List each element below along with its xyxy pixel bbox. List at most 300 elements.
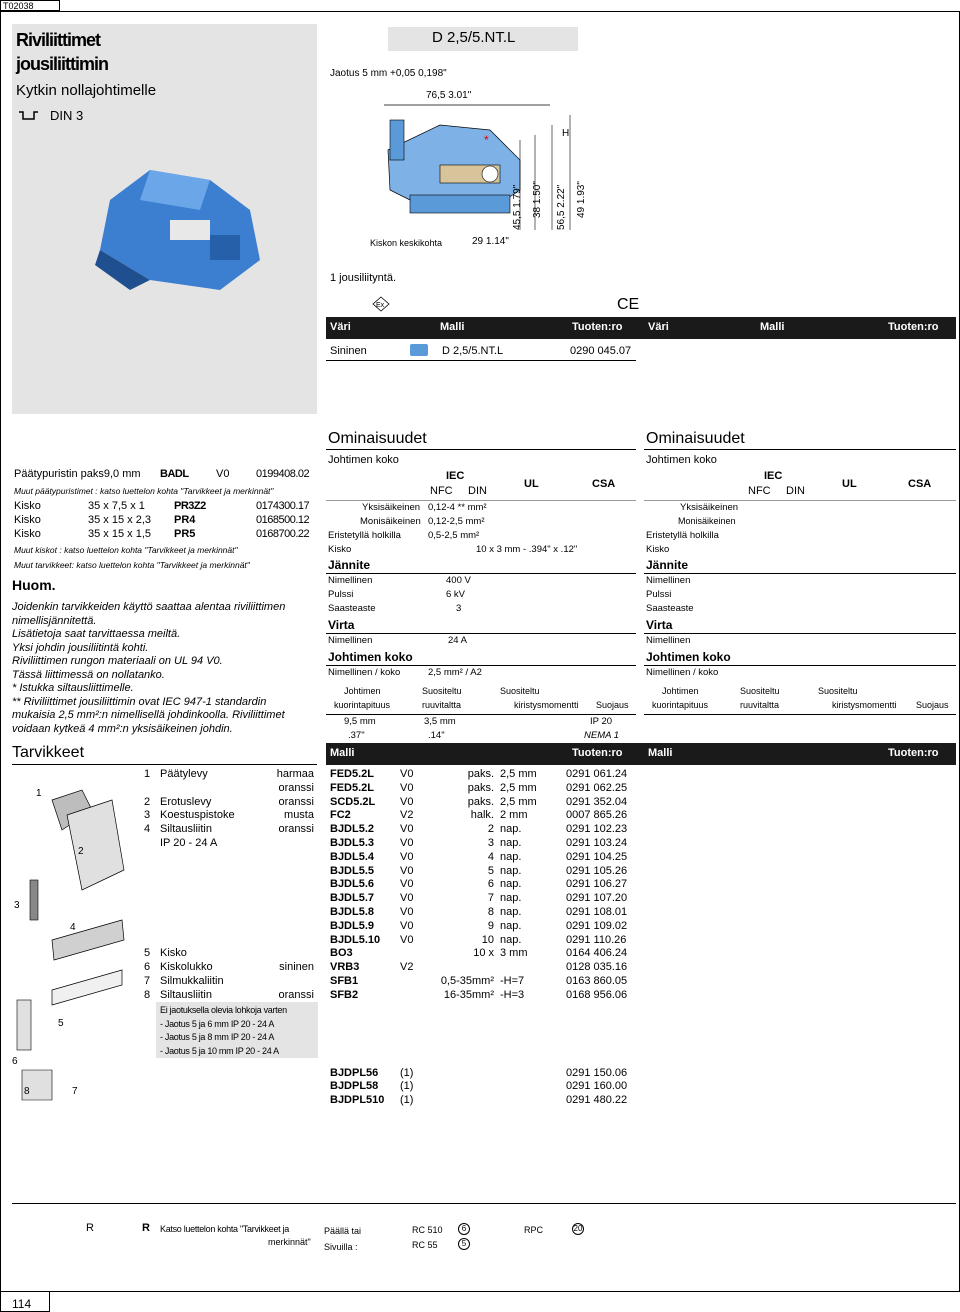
accessory-u: nap. <box>500 906 522 918</box>
note-line: ** Riviliittimet jousiliittimin ovat IEC 947-1 standardin <box>12 695 267 708</box>
endclamp-label: Päätypuristin paks9,0 mm <box>14 468 141 480</box>
accessory-u: nap. <box>500 892 522 905</box>
props2-current-rated: Nimellinen <box>646 635 691 646</box>
accessory-q: 6 <box>487 878 494 891</box>
accessory-u: -H=3 <box>500 988 525 1001</box>
accessory-n: 8 <box>144 988 151 1001</box>
props2-rule <box>644 665 956 666</box>
accessory-m: BJDL5.7 <box>330 892 375 905</box>
accessory-row <box>144 988 644 1002</box>
props2-conductor-size: Johtimen koko <box>646 454 717 466</box>
accessory-q: 7 <box>487 892 494 905</box>
illus-label-1: 1 <box>36 788 42 799</box>
accessory-code: 0163 860.05 <box>566 975 628 987</box>
note-line: mukaisia 2,5 mm²:n nimellisellä johdinkoolla. Riviliittimet <box>12 709 285 721</box>
accessory-code: 0291 352.04 <box>566 795 628 808</box>
props2-impulse: Pulssi <box>646 589 672 600</box>
props-nfc: NFC <box>430 485 453 497</box>
accessory-n: 1 <box>144 768 151 780</box>
accessory-row <box>144 905 644 919</box>
accessories-header-bar <box>326 743 956 765</box>
accessory-row <box>144 946 644 960</box>
accessory-code: 0291 109.02 <box>566 919 628 932</box>
svg-text:Ex: Ex <box>376 302 385 309</box>
pitch-label: Jaotus 5 mm +0,05 0,198" <box>330 68 447 79</box>
accessory-name: Siltausliitin <box>160 988 212 1001</box>
accessory-n: 6 <box>144 961 151 974</box>
footer-rc55: RC 55 <box>412 1240 438 1250</box>
accessory-u: 3 mm <box>500 947 528 960</box>
props2-ul: UL <box>842 478 857 490</box>
accessory-v: V0 <box>400 768 414 780</box>
props2-strip-length: Johtimen <box>662 686 699 696</box>
props2-title: Ominaisuudet <box>646 430 745 447</box>
accessory-code: 0168 956.06 <box>566 988 628 1001</box>
accessory-row <box>144 891 644 905</box>
accessory-code: 0291 160.00 <box>566 1080 628 1093</box>
footer-merkinnat: merkinnät" <box>268 1237 311 1247</box>
dim-4: 49 1.93" <box>576 181 587 218</box>
accessory-m: SFB1 <box>330 975 359 987</box>
accessory-q: paks. <box>467 781 494 794</box>
accessory-u: nap. <box>500 837 522 849</box>
props2-pollution: Saasteaste <box>646 603 694 614</box>
illus-label-7: 7 <box>72 1086 78 1097</box>
accessory-row <box>144 1066 644 1080</box>
props-current: Virta <box>328 618 355 632</box>
accessory-v: (1) <box>400 1080 414 1093</box>
props2-stranded: Monisäikeinen <box>678 516 736 526</box>
props-protection: Suojaus <box>596 700 629 710</box>
accessory-name: Erotuslevy <box>160 795 212 808</box>
rail-label-2: Kisko <box>14 514 41 526</box>
endclamp-class: V0 <box>216 468 230 480</box>
accessory-m: BJDL5.8 <box>330 906 375 918</box>
ex-icon <box>372 296 390 312</box>
props2-conductor-size-2: Johtimen koko <box>646 650 731 664</box>
accessory-row <box>144 781 644 795</box>
accessory-v: V0 <box>400 933 414 946</box>
order-col-color: Väri <box>330 321 351 333</box>
accessory-m: BJDL5.6 <box>330 878 375 891</box>
accessory-c: harmaa <box>276 768 314 780</box>
accessory-u: nap. <box>500 823 522 836</box>
props-iec: IEC <box>446 470 465 482</box>
accessory-m: BJDPL510 <box>330 1094 385 1107</box>
rail-dim-1: 35 x 7,5 x 1 <box>88 500 145 512</box>
page-code: T02038 <box>0 0 60 11</box>
accessory-code: 0291 480.22 <box>566 1094 628 1107</box>
endclamp-note: Muut päätypuristimet : katso luettelon kohta "Tarvikkeet ja merkinnät" <box>14 486 274 496</box>
rail-model-3: PR5 <box>174 528 196 540</box>
svg-text:CE: CE <box>617 296 640 312</box>
accessory-row <box>144 808 644 822</box>
footer-katso: Katso luettelon kohta "Tarvikkeet ja <box>160 1224 289 1234</box>
endclamp-code: 0199408.02 <box>256 468 310 480</box>
props-stranded-value: 0,12-2,5 mm² <box>428 516 485 527</box>
accessory-illustrations <box>12 770 137 1110</box>
accessory-u: 2 mm <box>500 809 528 822</box>
rail-center-label: Kiskon keskikohta <box>370 238 443 248</box>
product-photo <box>90 140 310 300</box>
accessory-m: BJDL5.3 <box>330 837 375 849</box>
props-solid-value: 0,12-4 ** mm² <box>428 502 487 513</box>
footer-r-bold: R <box>142 1222 150 1234</box>
accessory-row <box>144 864 644 878</box>
props-strip-value: 9,5 mm <box>344 716 376 727</box>
accessories-title: Tarvikkeet <box>12 744 85 761</box>
props-ferrule-value: 0,5-2,5 mm² <box>428 530 480 541</box>
props-impulse-value: 6 kV <box>446 589 466 600</box>
accessory-row <box>144 1079 644 1093</box>
accessory-m: BJDL5.4 <box>330 850 375 863</box>
accessory-n: 3 <box>144 809 151 822</box>
accessory-v: V0 <box>400 850 414 863</box>
acc-note-line: - Jaotus 5 ja 8 mm IP 20 - 24 A <box>160 1032 275 1042</box>
accessory-code: 0291 150.06 <box>566 1066 628 1079</box>
accessory-u: nap. <box>500 878 522 891</box>
order-rule <box>326 360 636 361</box>
props-current-rated: Nimellinen <box>328 635 373 646</box>
accessory-code: 0291 061.24 <box>566 768 628 780</box>
accessory-name: Silmukkaliitin <box>160 975 224 987</box>
note-line: Joidenkin tarvikkeiden käyttö saattaa alentaa riviliittimen <box>12 601 286 613</box>
props-rule <box>326 665 636 666</box>
accessory-n: 7 <box>144 975 151 987</box>
accessory-q: paks. <box>467 795 494 808</box>
props-csa: CSA <box>592 478 616 490</box>
accessory-code: 0128 035.16 <box>566 961 628 974</box>
page-number: 114 <box>12 1297 32 1311</box>
accessory-name: Kisko <box>160 947 187 960</box>
h-label: H <box>562 128 570 139</box>
props2-rule <box>644 573 956 574</box>
rail-icon <box>18 110 38 122</box>
props-current-value: 24 A <box>448 635 468 646</box>
accessory-u: -H=7 <box>500 975 525 987</box>
props2-screwdriver: Suositeltu <box>740 686 780 696</box>
rail-model-2: PR4 <box>174 514 196 526</box>
illus-label-4: 4 <box>70 922 76 933</box>
accessory-c: oranssi <box>278 988 314 1001</box>
accessory-v: V0 <box>400 864 414 877</box>
props-ferrule: Eristetyllä holkilla <box>328 530 401 541</box>
acc-note-line: Ei jaotuksella olevia lohkoja varten <box>160 1005 287 1015</box>
accessory-name: Päätylevy <box>160 768 208 780</box>
accessory-v: V0 <box>400 781 414 794</box>
props2-rule <box>644 714 956 715</box>
props-rated: Nimellinen <box>328 575 373 586</box>
note-line: Riviliittimen rungon materiaali on UL 94 V0. <box>12 655 223 667</box>
accessory-code: 0291 102.23 <box>566 823 628 836</box>
depth-dim: 29 1.14" <box>472 236 509 247</box>
accessory-v: (1) <box>400 1094 414 1107</box>
order-model: D 2,5/5.NT.L <box>442 345 504 357</box>
footer-rc510: RC 510 <box>412 1225 443 1235</box>
order-code: 0290 045.07 <box>570 345 632 357</box>
accessory-v: V0 <box>400 892 414 905</box>
props2-torque: Suositeltu <box>818 686 858 696</box>
din-label: DIN 3 <box>50 108 84 123</box>
props2-voltage: Jännite <box>646 558 689 572</box>
props2-strip-length-2: kuorintapituus <box>652 700 709 710</box>
props-din: DIN <box>468 485 487 497</box>
accessory-n: 5 <box>144 947 151 960</box>
accessory-row <box>144 1093 644 1107</box>
accessory-n: 4 <box>144 823 151 836</box>
rail-code-2: 0168500.12 <box>256 514 310 526</box>
accessory-m: BJDL5.5 <box>330 864 375 877</box>
accessory-code: 0291 108.01 <box>566 906 628 918</box>
order-col-color-2: Väri <box>648 321 669 333</box>
star-mark: * <box>484 133 489 147</box>
accessory-m: VRB3 <box>330 961 360 974</box>
accessory-q: 10 x <box>473 947 494 960</box>
props-protection-value: IP 20 <box>590 716 613 727</box>
footer-paalla: Päällä tai <box>324 1226 362 1236</box>
accessory-code: 0291 105.26 <box>566 864 628 877</box>
props-rail: Kisko <box>328 544 352 555</box>
accessory-u: 2,5 mm <box>500 768 537 780</box>
accessory-c: oranssi <box>278 781 314 794</box>
accessory-v: V0 <box>400 878 414 891</box>
props-nema-value: NEMA 1 <box>584 730 620 741</box>
accessory-row <box>144 795 644 809</box>
illus-label-3: 3 <box>14 900 20 911</box>
props-conductor-size: Johtimen koko <box>328 454 399 466</box>
accessory-q: halk. <box>470 809 494 822</box>
accessory-n: 2 <box>144 795 151 808</box>
accessory-q: 9 <box>487 919 494 932</box>
props2-csa: CSA <box>908 478 932 490</box>
dim-2: 38 1.50" <box>532 181 543 218</box>
acc-col-model-2: Malli <box>648 747 673 759</box>
props-voltage: Jännite <box>328 558 371 572</box>
endclamp-model: BADL <box>160 468 189 480</box>
accessory-c: musta <box>284 809 314 822</box>
rail-model-1: PR3Z2 <box>174 500 206 512</box>
accessory-row <box>144 933 644 947</box>
props2-rated: Nimellinen <box>646 575 691 586</box>
accessory-m: BJDPL56 <box>330 1066 379 1079</box>
props2-iec: IEC <box>764 470 783 482</box>
note-line: * Istukka siltausliittimelle. <box>12 682 134 694</box>
rail-label-3: Kisko <box>14 528 41 540</box>
props-conductor-size-2: Johtimen koko <box>328 650 413 664</box>
footer-r: R <box>86 1222 94 1234</box>
accessory-row <box>144 919 644 933</box>
accessory-code: 0007 865.26 <box>566 809 628 822</box>
width-dim: 76,5 3.01" <box>426 90 472 101</box>
illus-label-2: 2 <box>78 846 84 857</box>
accessory-name: Kiskolukko <box>160 961 213 974</box>
props-rule <box>326 500 636 501</box>
props-impulse: Pulssi <box>328 589 354 600</box>
props2-solid: Yksisäikeinen <box>680 502 739 513</box>
terminal-icon <box>410 344 428 356</box>
accessory-m: FC2 <box>330 809 351 822</box>
page-subtitle: Kytkin nollajohtimelle <box>16 82 157 99</box>
accessory-m: SCD5.2L <box>330 795 376 808</box>
rail-code-3: 0168700.22 <box>256 528 310 540</box>
props-strip-value-in: .37" <box>348 730 365 741</box>
note-line: voidaan kytkeä 4 mm²:n yksisäikeinen johdin. <box>12 722 233 735</box>
props-torque-2: kiristysmomentti <box>514 700 579 710</box>
illus-label-5: 5 <box>58 1018 64 1029</box>
footer-rpc: RPC <box>524 1225 544 1235</box>
footer-circle-6: 6 <box>458 1223 470 1235</box>
props-rule <box>326 714 636 715</box>
props-strip-length: Johtimen <box>344 686 381 696</box>
props2-ferrule: Eristetyllä holkilla <box>646 530 719 541</box>
accessory-u: 2,5 mm <box>500 795 537 808</box>
props-pollution-value: 3 <box>456 603 462 614</box>
props-screwdriver-value: 3,5 mm <box>424 716 456 727</box>
accessory-q: 3 <box>487 837 494 849</box>
accessory-v: (1) <box>400 1066 414 1079</box>
accessory-m: BJDPL58 <box>330 1080 379 1093</box>
props2-rail: Kisko <box>646 544 670 555</box>
order-color: Sininen <box>330 345 367 357</box>
accessory-m: FED5.2L <box>330 768 375 780</box>
illus-label-6: 6 <box>12 1056 18 1067</box>
spring-note: 1 jousiliityntä. <box>330 272 397 284</box>
accessory-code: 0291 106.27 <box>566 878 628 891</box>
accessory-row <box>144 974 644 988</box>
accessory-v: V0 <box>400 795 414 808</box>
accessory-v: V0 <box>400 837 414 849</box>
accessory-u: nap. <box>500 933 522 946</box>
props2-current: Virta <box>646 618 673 632</box>
rail-dim-3: 35 x 15 x 1,5 <box>88 528 151 540</box>
accessory-row <box>144 960 644 974</box>
props2-protection: Suojaus <box>916 700 949 710</box>
accessory-u: nap. <box>500 850 522 863</box>
acc-note <box>160 1004 287 1058</box>
accessory-m: BJDL5.9 <box>330 919 375 932</box>
illus-label-8: 8 <box>24 1086 30 1097</box>
props-table <box>326 452 636 742</box>
rail-code-1: 0174300.17 <box>256 500 310 512</box>
rail-note: Muut kiskot : katso luettelon kohta "Tarvikkeet ja merkinnät" <box>14 545 238 555</box>
left-list <box>12 468 317 576</box>
accessory-c: sininen <box>279 961 314 974</box>
props2-rule <box>644 633 956 634</box>
accessory-u: nap. <box>500 864 522 877</box>
accessory-m: FED5.2L <box>330 781 375 794</box>
accessory-note: Muut tarvikkeet: katso luettelon kohta "Tarvikkeet ja merkinnät" <box>14 560 250 570</box>
rail-label-1: Kisko <box>14 500 41 512</box>
accessory-v: V0 <box>400 823 414 836</box>
rail-dim-2: 35 x 15 x 2,3 <box>88 514 151 526</box>
props2-table <box>644 452 956 742</box>
accessory-q: 0,5-35mm² <box>440 975 494 987</box>
accessory-c: oranssi <box>278 823 314 836</box>
order-col-code: Tuoten:ro <box>572 321 623 333</box>
accessory-code: 0291 103.24 <box>566 837 628 849</box>
props2-nfc: NFC <box>748 485 771 497</box>
note-line: Tässä liittimessä on nollatanko. <box>12 668 165 681</box>
accessory-u: nap. <box>500 919 522 932</box>
props2-torque-2: kiristysmomentti <box>832 700 897 710</box>
footer-rule <box>12 1203 956 1204</box>
accessory-row <box>144 767 644 781</box>
props-rated-size-value: 2,5 mm² / A2 <box>428 667 482 678</box>
dim-1: 45,5 1.79" <box>512 184 523 230</box>
accessory-m: BJDL5.2 <box>330 823 375 836</box>
dim-3: 56,5 2.22" <box>556 184 567 230</box>
props-rule <box>326 573 636 574</box>
accessory-v: V0 <box>400 906 414 918</box>
note-title: Huom. <box>12 577 56 593</box>
product-code: D 2,5/5.NT.L <box>432 29 516 46</box>
accessory-name: IP 20 - 24 A <box>160 837 218 849</box>
props-rated-size: Nimellinen / koko <box>328 667 401 678</box>
props-screwdriver-2: ruuvitaltta <box>422 700 462 710</box>
order-header-bar <box>326 317 956 339</box>
props2-rated-size: Nimellinen / koko <box>646 667 719 678</box>
acc-col-model: Malli <box>330 747 355 759</box>
accessory-q: paks. <box>467 768 494 780</box>
accessory-name: Siltausliitin <box>160 823 212 836</box>
accessory-code: 0291 107.20 <box>566 892 628 905</box>
props-strip-length-2: kuorintapituus <box>334 700 391 710</box>
props-torque: Suositeltu <box>500 686 540 696</box>
order-col-model-2: Malli <box>760 321 785 333</box>
acc-col-code-2: Tuoten:ro <box>888 747 939 759</box>
acc-note-line: - Jaotus 5 ja 6 mm IP 20 - 24 A <box>160 1018 275 1029</box>
props2-din: DIN <box>786 485 805 497</box>
accessory-m: SFB2 <box>330 988 359 1001</box>
accessory-q: 8 <box>487 906 494 918</box>
props2-rule <box>644 500 956 501</box>
accessory-q: 10 <box>481 933 494 946</box>
accessory-name: Koestuspistoke <box>160 809 235 822</box>
accessory-m: BO3 <box>330 947 353 960</box>
accessory-q: 16-35mm² <box>443 988 494 1001</box>
accessory-q: 2 <box>487 823 494 836</box>
accessory-q: 5 <box>487 864 494 877</box>
footer-sivuilla: Sivuilla : <box>324 1242 358 1252</box>
footer-circle-5: 5 <box>458 1238 470 1250</box>
accessory-u: 2,5 mm <box>500 781 537 794</box>
order-col-model: Malli <box>440 321 465 333</box>
accessory-v: V2 <box>400 809 414 822</box>
note-line: Lisätietoja saat tarvittaessa meiltä. <box>12 628 181 640</box>
accessory-code: 0291 062.25 <box>566 781 628 794</box>
accessory-v: V0 <box>400 919 414 932</box>
accessory-code: 0291 110.26 <box>566 933 627 946</box>
accessory-m: BJDL5.10 <box>330 933 381 946</box>
ce-icon <box>616 294 642 312</box>
accessory-c: oranssi <box>278 795 314 808</box>
props2-screwdriver-2: ruuvitaltta <box>740 700 780 710</box>
accessory-row <box>144 822 644 836</box>
accessory-code: 0291 104.25 <box>566 850 628 863</box>
accessory-row <box>144 850 644 864</box>
props-screwdriver: Suositeltu <box>422 686 462 696</box>
acc-col-code: Tuoten:ro <box>572 747 623 759</box>
acc-note-line: - Jaotus 5 ja 10 mm IP 20 - 24 A <box>160 1045 279 1056</box>
props-rail-value: 10 x 3 mm - .394" x .12" <box>476 544 578 555</box>
notes-block <box>12 601 322 736</box>
page-title-2: jousiliittimin <box>16 54 108 74</box>
accessory-v: V2 <box>400 961 414 974</box>
props-pollution: Saasteaste <box>328 603 376 614</box>
props-rated-value: 400 V <box>446 575 471 586</box>
note-line: nimellisjännitettä. <box>12 614 97 627</box>
props-screwdriver-value-in: .14" <box>428 730 445 741</box>
